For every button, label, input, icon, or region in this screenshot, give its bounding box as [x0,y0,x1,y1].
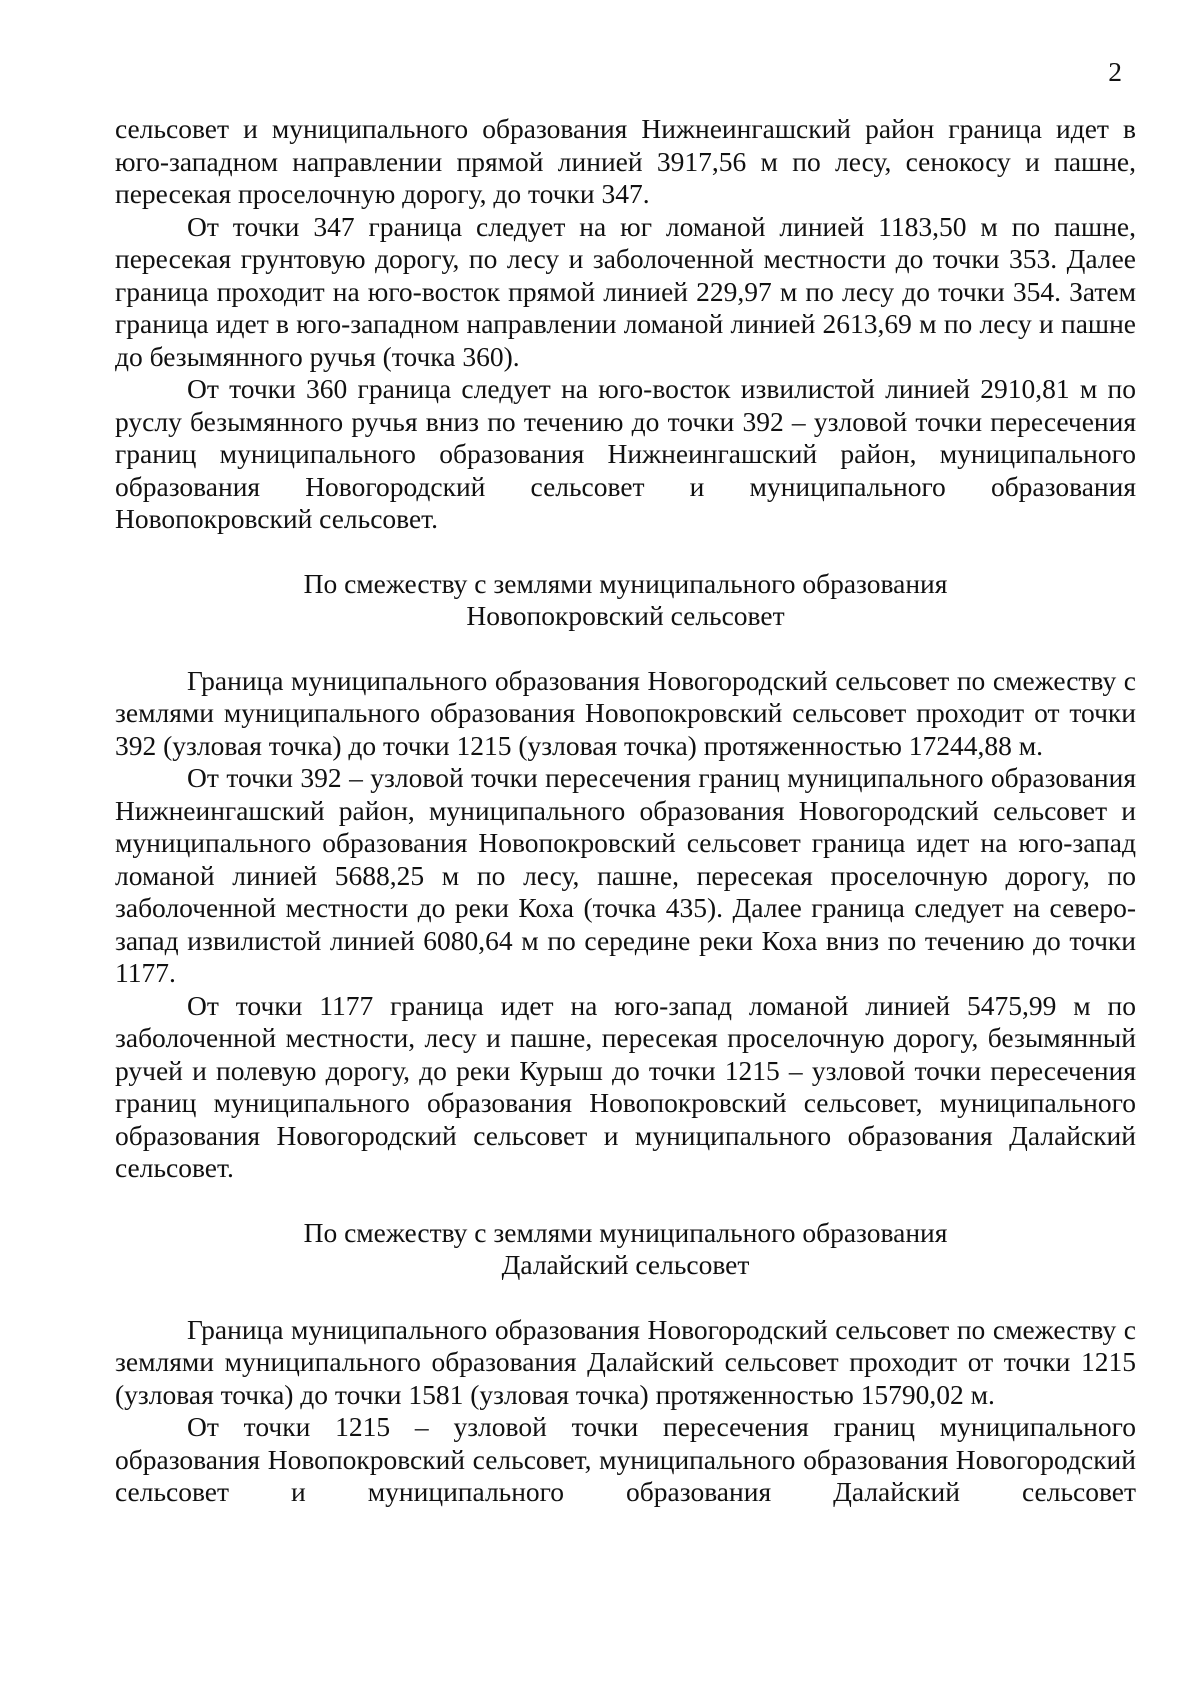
spacer [115,1282,1136,1314]
body-paragraph: Граница муниципального образования Новогородский сельсовет по смежеству с землями муниципального образования Далайский сельсовет проходит от точки 1215 (узловая точка) до точки 1581 (узловая точка) протяженностью 15790,02 м. [115,1313,1136,1410]
section-heading-line: Далайский сельсовет [501,1249,750,1280]
section-heading [115,568,1136,633]
page-number: 2 [1108,56,1122,87]
section-heading [115,1217,1136,1282]
body-paragraph: От точки 347 граница следует на юг ломаной линией 1183,50 м по пашне, пересекая грунтовую дорогу, по лесу и заболоченной местности до точки 353. Далее граница проходит на юго-восток прямой линией 229,97 м по лесу до точки 354. Затем граница идет в юго-западном направлении ломаной линией 2613,69 м по лесу и пашне до безымянного ручья (точка 360). [115,210,1136,372]
body-paragraph: Граница муниципального образования Новогородский сельсовет по смежеству с землями муниципального образования Новопокровский сельсовет проходит от точки 392 (узловая точка) до точки 1215 (узловая точка) протяженностью 17244,88 м. [115,664,1136,761]
section-heading-line: По смежеству с землями муниципального образования [303,1216,948,1248]
body-paragraph-continued: От точки 1215 – узловой точки пересечения границ муниципального образования Новопокровский сельсовет, муниципального образования Новогородский сельсовет и муниципального образования Далайский сельсовет [115,1411,1136,1507]
spacer [115,536,1136,568]
body-paragraph: От точки 360 граница следует на юго-восток извилистой линией 2910,81 м по руслу безымянного ручья вниз по течению до точки 392 – узловой точки пересечения границ муниципального образования Нижнеингашский район, муниципального образования Новогородский сельсовет и муниципального образования Новопокровский сельсовет. [115,373,1136,534]
spacer [115,1185,1136,1217]
body-paragraph: сельсовет и муниципального образования Нижнеингашский район граница идет в юго-западном направлении прямой линией 3917,56 м по лесу, сенокосу и пашне, пересекая проселочную дорогу, до точки 347. [115,113,1136,209]
section-heading-line: По смежеству с землями муниципального образования [303,567,948,599]
section-heading-line: Новопокровский сельсовет [466,600,785,631]
body-paragraph: От точки 1177 граница идет на юго-запад ломаной линией 5475,99 м по заболоченной местности, лесу и пашне, пересекая проселочную дорогу, безымянный ручей и полевую дорогу, до реки Курыш до точки 1215 – узловой точки пересечения границ муниципального образования Новопокровский сельсовет, муниципального образования Новогородский сельсовет и муниципального образования Далайский сельсовет. [115,989,1136,1183]
document-body [115,113,1136,1509]
spacer [115,633,1136,665]
body-paragraph: От точки 392 – узловой точки пересечения границ муниципального образования Нижнеингашский район, муниципального образования Новогородский сельсовет и муниципального образования Новопокровский сельсовет граница идет на юго-запад ломаной линией 5688,25 м по лесу, пашне, пересекая проселочную дорогу, по заболоченной местности до реки Коха (точка 435). Далее граница следует на северо-запад извилистой линией 6080,64 м по середине реки Коха вниз по течению до точки 1177. [115,762,1136,988]
